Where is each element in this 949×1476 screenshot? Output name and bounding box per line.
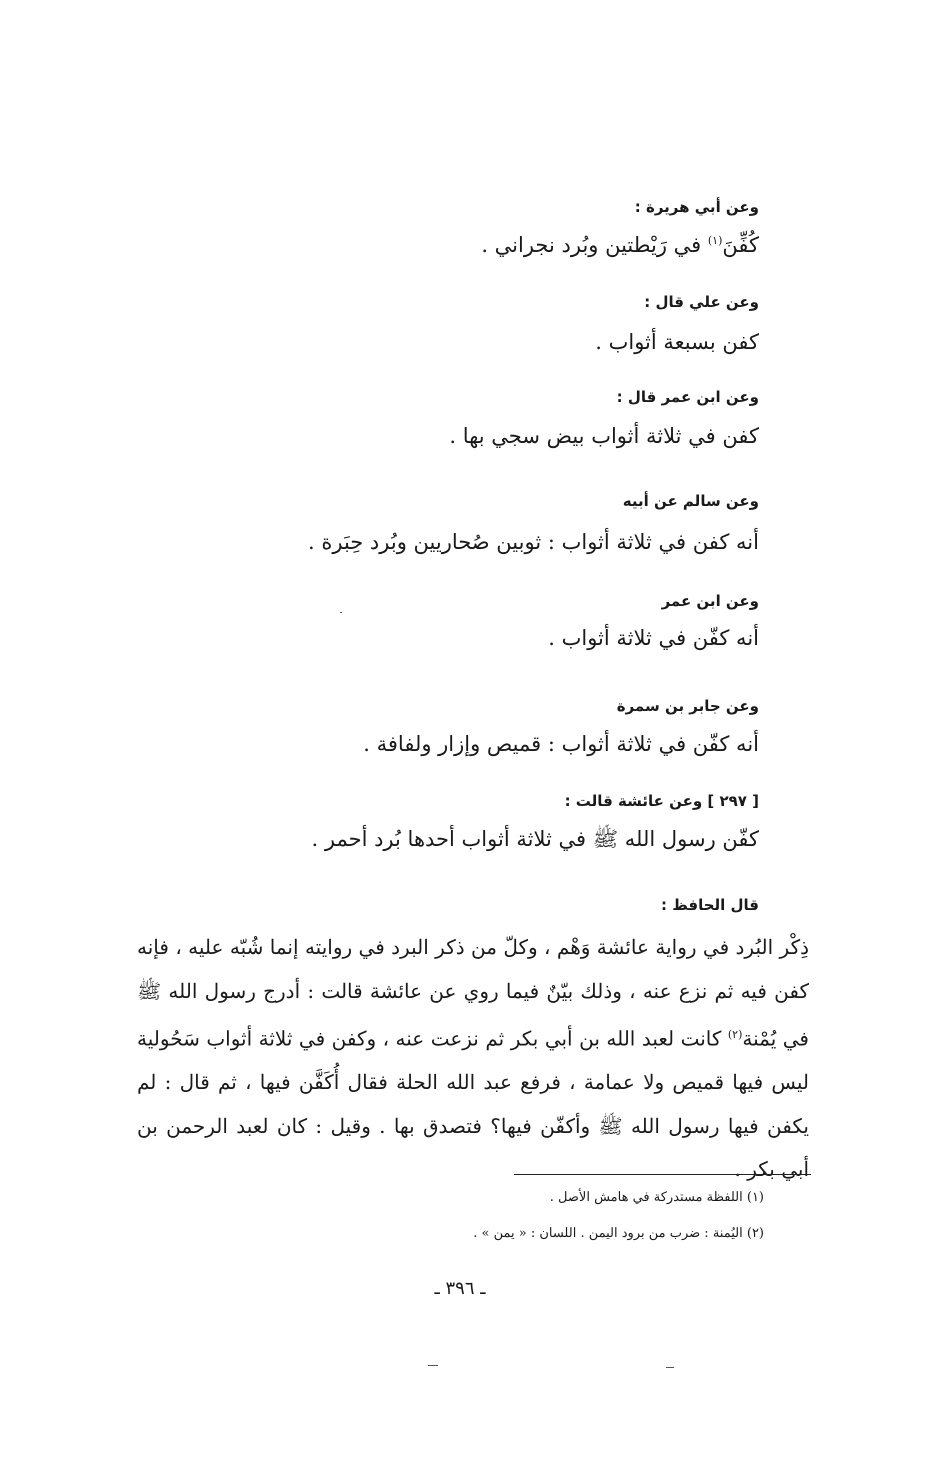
narrator-heading: وعن جابر بن سمرة [616,697,759,715]
narrator-heading: وعن سالم عن أبيه [622,492,759,510]
hadith-number-heading: [ ٢٩٧ ] وعن عائشة قالت : [564,792,759,810]
footnote-marker: (١) [707,234,723,247]
narrator-heading: وعن ابن عمر قال : [616,388,759,406]
hadith-text-start: كُفِّنَ [722,233,759,257]
commentary-text-start: ذِكْر البُرد في رواية عائشة وَهْم ، وكلّ من ذكر البرد في روايته إنما شُبّه عليه ، فإنه كفن فيه ثم نزع عنه ، وذلك بيّنٌ فيما روي عن عائشة قالت : أدرج رسول الله ﷺ في يُمْنة [137,935,809,1051]
hadith-text: أنه كفن في ثلاثة أثواب : ثوبين صُحاريين وبُرد حِبَرة . [308,530,759,554]
hadith-text: كفن في ثلاثة أثواب بيض سجي بها . [449,424,759,448]
page-number: ـ ٣٩٦ ـ [434,1278,486,1299]
scan-speck [340,612,342,613]
footnote-divider [514,1174,811,1175]
commentary-text-end: كانت لعبد الله بن أبي بكر ثم نزعت عنه ، وكفن في ثلاثة أثواب سَحُولية ليس فيها قميص ولا عمامة ، فرفع عبد الله الحلة فقال أُكَفَّن فيها ، ثم قال : لم يكفن فيها رسول الله ﷺ وأكفّن فيها؟ فتصدق بها . وقيل : كان لعبد الرحمن بن أبي بكر . [137,1026,809,1182]
commentary-heading: قال الحافظ : [660,896,759,914]
scan-speck [428,1365,438,1366]
narrator-heading: وعن ابن عمر [661,592,759,610]
hadith-text: كفن بسبعة أثواب . [595,330,759,354]
hadith-text [481,233,759,257]
narrator-heading: وعن أبي هريرة : [634,198,759,216]
commentary-paragraph [137,926,809,1192]
hadith-text-end: في رَيْطتين وبُرد نجراني . [481,233,708,257]
hadith-text: أنه كفّن في ثلاثة أثواب . [548,626,759,650]
footnote-marker: (٢) [727,1028,743,1041]
narrator-heading: وعن علي قال : [644,293,759,311]
hadith-text: أنه كفّن في ثلاثة أثواب : قميص وإزار ولفافة . [363,732,759,756]
hadith-text: كفّن رسول الله ﷺ في ثلاثة أثواب أحدها بُرد أحمر . [311,827,759,851]
footnote: (٢) اليُمنة : ضرب من برود اليمن . اللسان : « يمن » . [473,1226,764,1241]
scan-speck [666,1367,674,1368]
footnote: (١) اللفظة مستدركة في هامش الأصل . [549,1190,764,1205]
